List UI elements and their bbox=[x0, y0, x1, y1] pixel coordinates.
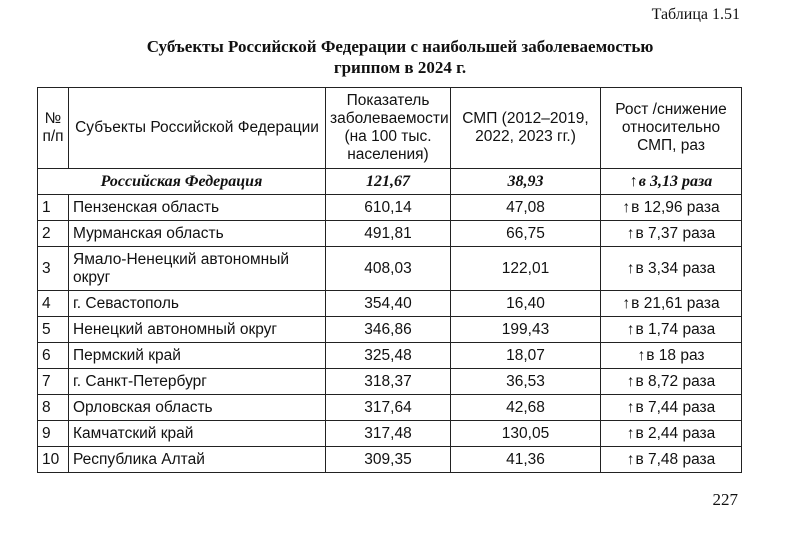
table-row bbox=[38, 291, 742, 317]
row-growth bbox=[601, 421, 742, 447]
row-rate: 610,14 bbox=[326, 195, 451, 221]
row-growth-text: в 7,48 раза bbox=[635, 450, 716, 468]
title-line-1: Субъекты Российской Федерации с наибольшей заболеваемостью bbox=[146, 37, 654, 56]
header-rate: Показатель заболеваемости (на 100 тыс. населения) bbox=[326, 88, 451, 169]
row-growth-text: в 7,44 раза bbox=[635, 398, 716, 416]
row-growth-text: в 1,74 раза bbox=[635, 320, 716, 338]
row-num: 10 bbox=[38, 447, 69, 473]
header-subject: Субъекты Российской Федерации bbox=[69, 88, 326, 169]
row-smp: 16,40 bbox=[451, 291, 601, 317]
row-smp: 130,05 bbox=[451, 421, 601, 447]
row-num: 3 bbox=[38, 247, 69, 291]
row-smp: 199,43 bbox=[451, 317, 601, 343]
total-row bbox=[38, 169, 742, 195]
row-growth bbox=[601, 195, 742, 221]
row-growth-text: в 7,37 раза bbox=[635, 224, 716, 242]
up-arrow-icon: ↑ bbox=[626, 320, 635, 338]
up-arrow-icon: ↑ bbox=[626, 450, 635, 468]
row-subject: Ненецкий автономный округ bbox=[69, 317, 326, 343]
row-subject: г. Санкт-Петербург bbox=[69, 369, 326, 395]
row-smp: 66,75 bbox=[451, 221, 601, 247]
row-subject: Пермский край bbox=[69, 343, 326, 369]
row-growth bbox=[601, 369, 742, 395]
table-label: Таблица 1.51 bbox=[651, 6, 740, 23]
row-growth bbox=[601, 343, 742, 369]
row-subject: Республика Алтай bbox=[69, 447, 326, 473]
table-row bbox=[38, 369, 742, 395]
row-rate: 408,03 bbox=[326, 247, 451, 291]
row-subject: Камчатский край bbox=[69, 421, 326, 447]
row-growth bbox=[601, 221, 742, 247]
up-arrow-icon: ↑ bbox=[626, 259, 635, 277]
table-row bbox=[38, 317, 742, 343]
row-rate: 346,86 bbox=[326, 317, 451, 343]
row-smp: 41,36 bbox=[451, 447, 601, 473]
row-subject: Пензенская область bbox=[69, 195, 326, 221]
up-arrow-icon: ↑ bbox=[629, 172, 638, 190]
header-row bbox=[38, 88, 742, 169]
header-growth: Рост /снижение относительно СМП, раз bbox=[601, 88, 742, 169]
row-smp: 36,53 bbox=[451, 369, 601, 395]
row-growth bbox=[601, 447, 742, 473]
row-growth bbox=[601, 247, 742, 291]
row-rate: 318,37 bbox=[326, 369, 451, 395]
title-line-2: гриппом в 2024 г. bbox=[333, 58, 467, 77]
row-rate: 491,81 bbox=[326, 221, 451, 247]
up-arrow-icon: ↑ bbox=[622, 294, 631, 312]
table-row bbox=[38, 221, 742, 247]
row-growth-text: в 8,72 раза bbox=[635, 372, 716, 390]
row-subject: г. Севастополь bbox=[69, 291, 326, 317]
up-arrow-icon: ↑ bbox=[622, 198, 631, 216]
row-smp: 122,01 bbox=[451, 247, 601, 291]
total-growth-text: в 3,13 раза bbox=[638, 172, 713, 190]
up-arrow-icon: ↑ bbox=[626, 398, 635, 416]
total-growth bbox=[601, 169, 742, 195]
up-arrow-icon: ↑ bbox=[626, 424, 635, 442]
up-arrow-icon: ↑ bbox=[626, 372, 635, 390]
row-num: 4 bbox=[38, 291, 69, 317]
row-growth-text: в 2,44 раза bbox=[635, 424, 716, 442]
influenza-table bbox=[37, 87, 742, 473]
row-subject: Мурманская область bbox=[69, 221, 326, 247]
up-arrow-icon: ↑ bbox=[637, 346, 646, 364]
row-rate: 309,35 bbox=[326, 447, 451, 473]
row-num: 8 bbox=[38, 395, 69, 421]
header-smp: СМП (2012–2019, 2022, 2023 гг.) bbox=[451, 88, 601, 169]
row-rate: 325,48 bbox=[326, 343, 451, 369]
header-num: № п/п bbox=[38, 88, 69, 169]
row-num: 1 bbox=[38, 195, 69, 221]
row-num: 7 bbox=[38, 369, 69, 395]
row-num: 6 bbox=[38, 343, 69, 369]
total-smp: 38,93 bbox=[451, 169, 601, 195]
row-smp: 42,68 bbox=[451, 395, 601, 421]
row-smp: 47,08 bbox=[451, 195, 601, 221]
total-name: Российская Федерация bbox=[38, 169, 326, 195]
table-row bbox=[38, 343, 742, 369]
row-subject: Орловская область bbox=[69, 395, 326, 421]
row-growth bbox=[601, 395, 742, 421]
row-smp: 18,07 bbox=[451, 343, 601, 369]
page-number: 227 bbox=[712, 490, 738, 509]
row-subject: Ямало-Ненецкий автономный округ bbox=[69, 247, 326, 291]
row-growth-text: в 18 раз bbox=[646, 346, 705, 364]
table-title bbox=[30, 36, 770, 78]
row-growth-text: в 3,34 раза bbox=[635, 259, 716, 277]
table-row bbox=[38, 395, 742, 421]
row-growth-text: в 12,96 раза bbox=[631, 198, 720, 216]
table-row bbox=[38, 447, 742, 473]
row-growth-text: в 21,61 раза bbox=[631, 294, 720, 312]
row-num: 2 bbox=[38, 221, 69, 247]
row-num: 9 bbox=[38, 421, 69, 447]
row-rate: 354,40 bbox=[326, 291, 451, 317]
row-growth bbox=[601, 291, 742, 317]
row-growth bbox=[601, 317, 742, 343]
table-row bbox=[38, 195, 742, 221]
table-row bbox=[38, 421, 742, 447]
total-rate: 121,67 bbox=[326, 169, 451, 195]
row-num: 5 bbox=[38, 317, 69, 343]
row-rate: 317,64 bbox=[326, 395, 451, 421]
table-row bbox=[38, 247, 742, 291]
up-arrow-icon: ↑ bbox=[626, 224, 635, 242]
row-rate: 317,48 bbox=[326, 421, 451, 447]
